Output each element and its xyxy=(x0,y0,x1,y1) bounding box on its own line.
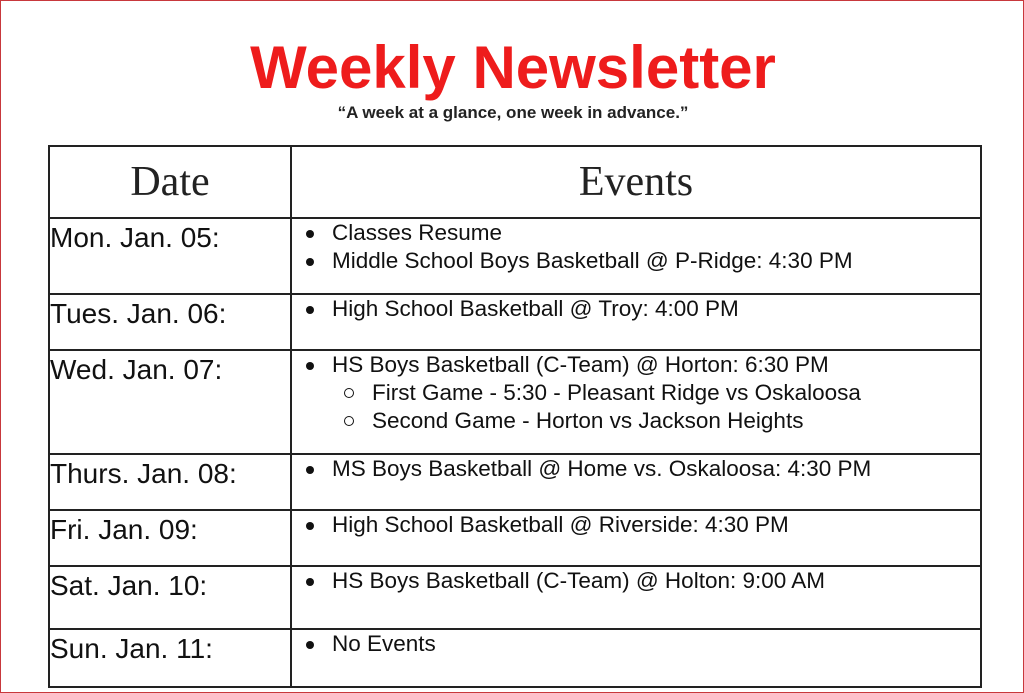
event-text: MS Boys Basketball @ Home vs. Oskaloosa: 4:30 PM xyxy=(332,456,872,481)
event-list xyxy=(292,351,980,435)
event-item xyxy=(292,455,980,483)
events-cell xyxy=(291,510,981,566)
date-cell: Tues. Jan. 06: xyxy=(49,294,291,350)
newsletter-tagline: “A week at a glance, one week in advance.” xyxy=(337,103,689,122)
events-cell xyxy=(291,218,981,294)
event-text: HS Boys Basketball (C-Team) @ Holton: 9:00 AM xyxy=(332,568,826,593)
event-list xyxy=(292,219,980,275)
event-item xyxy=(292,351,980,379)
sub-event-list xyxy=(292,379,980,435)
table-row xyxy=(49,350,981,454)
event-item xyxy=(292,567,980,595)
table-row xyxy=(49,510,981,566)
events-cell xyxy=(291,566,981,629)
table-header-row xyxy=(49,146,981,218)
event-item xyxy=(292,295,980,323)
events-cell xyxy=(291,350,981,454)
event-list xyxy=(292,630,980,658)
date-cell: Fri. Jan. 09: xyxy=(49,510,291,566)
event-item xyxy=(292,247,980,275)
event-text: Middle School Boys Basketball @ P-Ridge: 4:30 PM xyxy=(332,248,853,273)
table-row xyxy=(49,294,981,350)
date-cell: Sat. Jan. 10: xyxy=(49,566,291,629)
event-list xyxy=(292,567,980,595)
event-item xyxy=(292,511,980,539)
event-item xyxy=(292,630,980,658)
event-item xyxy=(292,219,980,247)
schedule-body xyxy=(49,218,981,687)
date-cell: Thurs. Jan. 08: xyxy=(49,454,291,510)
date-cell: Sun. Jan. 11: xyxy=(49,629,291,687)
schedule-table xyxy=(48,145,982,688)
sub-event-item: Second Game - Horton vs Jackson Heights xyxy=(292,407,980,435)
date-column-header: Date xyxy=(49,146,291,218)
table-row xyxy=(49,629,981,687)
event-list xyxy=(292,455,980,483)
event-text: Classes Resume xyxy=(332,220,503,245)
event-list xyxy=(292,295,980,323)
events-cell xyxy=(291,294,981,350)
newsletter-title: Weekly Newsletter xyxy=(250,34,776,101)
date-cell: Mon. Jan. 05: xyxy=(49,218,291,294)
table-row xyxy=(49,454,981,510)
sub-event-item: First Game - 5:30 - Pleasant Ridge vs Oskaloosa xyxy=(292,379,980,407)
date-cell: Wed. Jan. 07: xyxy=(49,350,291,454)
table-row xyxy=(49,218,981,294)
table-row xyxy=(49,566,981,629)
events-cell xyxy=(291,454,981,510)
event-text: No Events xyxy=(332,631,436,656)
events-column-header: Events xyxy=(291,146,981,218)
events-cell xyxy=(291,629,981,687)
event-text: High School Basketball @ Riverside: 4:30 PM xyxy=(332,512,789,537)
event-text: HS Boys Basketball (C-Team) @ Horton: 6:30 PM xyxy=(332,352,829,377)
event-text: High School Basketball @ Troy: 4:00 PM xyxy=(332,296,739,321)
event-list xyxy=(292,511,980,539)
